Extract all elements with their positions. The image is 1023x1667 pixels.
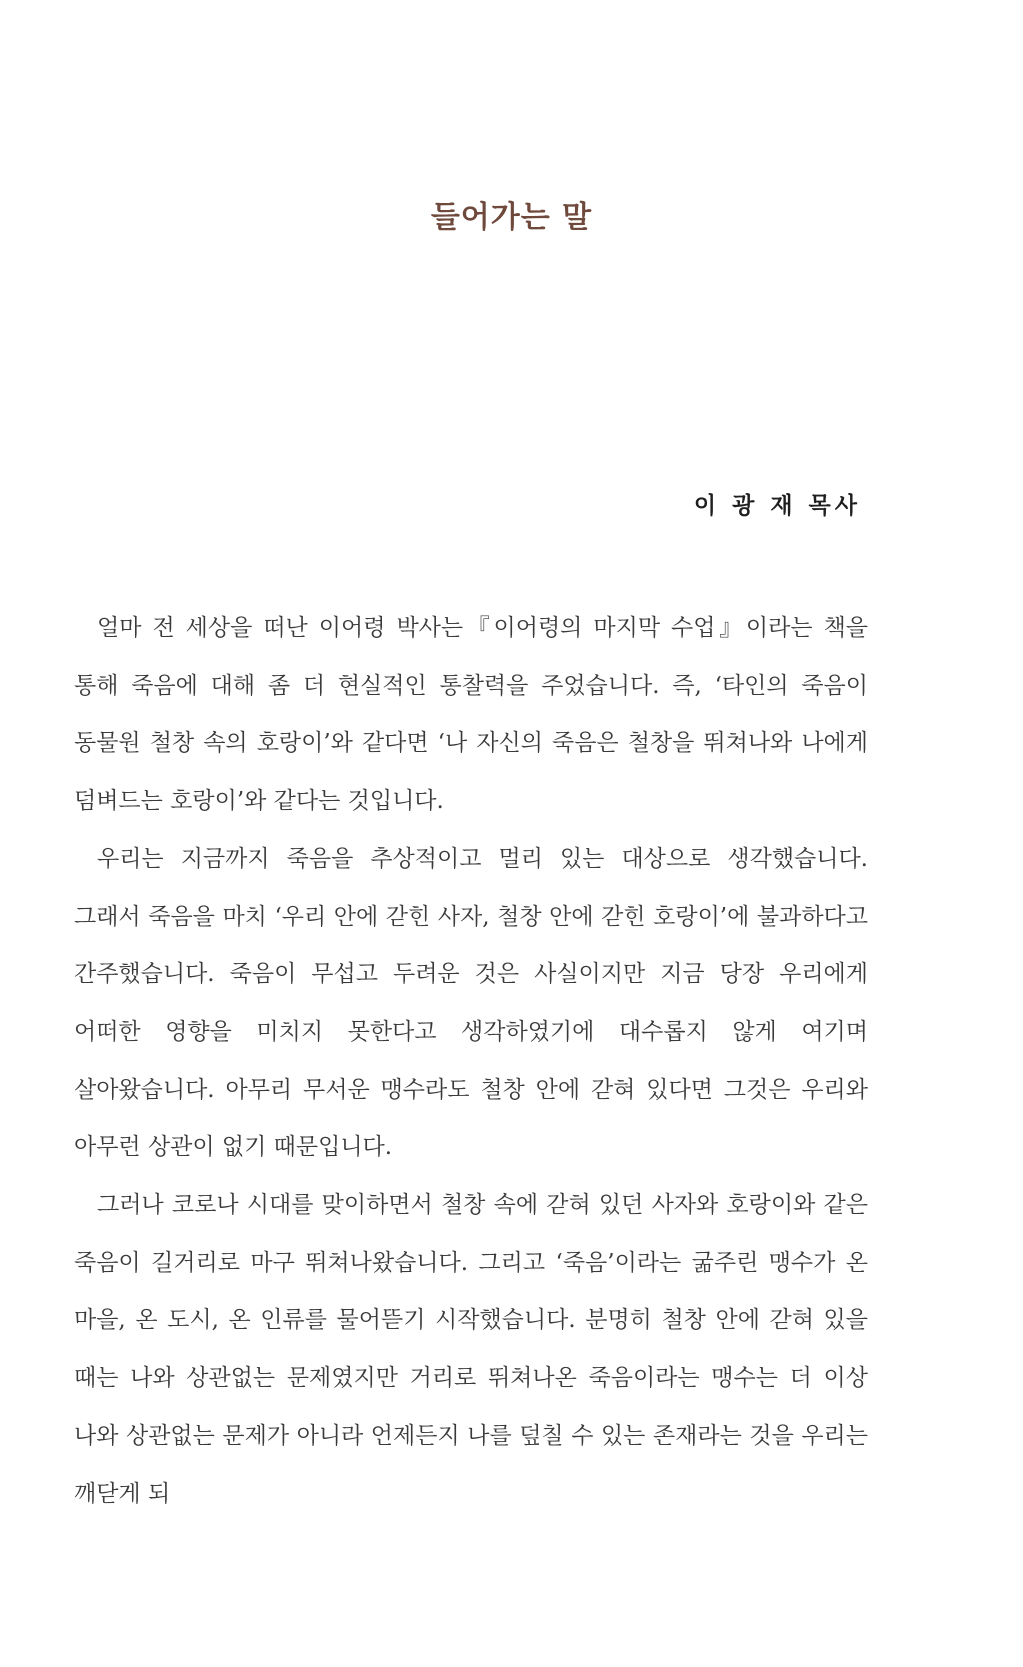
paragraph: 그러나 코로나 시대를 맞이하면서 철창 속에 갇혀 있던 사자와 호랑이와 같은 죽음이 길거리로 마구 뛰쳐나왔습니다. 그리고 ‘죽음’이라는 굶주린 맹수가 온 마을, 온 도시, 온 인류를 물어뜯기 시작했습니다. 분명히 철창 안에 갇혀 있을 때는 나와 상관없는 문제였지만 거리로 뛰쳐나온 죽음이라는 맹수는 더 이상 나와 상관없는 문제가 아니라 언제든지 나를 덮칠 수 있는 존재라는 것을 우리는 깨닫게 되: [74, 1192, 868, 1507]
chapter-title: 들어가는 말: [430, 200, 593, 235]
body-text: [74, 600, 868, 1523]
author-byline: 이 광 재 목사: [693, 493, 861, 519]
paragraph: 우리는 지금까지 죽음을 추상적이고 멀리 있는 대상으로 생각했습니다. 그래서 죽음을 마치 ‘우리 안에 갇힌 사자, 철창 안에 갇힌 호랑이’에 불과하다고 간주했습니다. 죽음이 무섭고 두려운 것은 사실이지만 지금 당장 우리에게 어떠한 영향을 미치지 못한다고 생각하였기에 대수롭지 않게 여기며 살아왔습니다. 아무리 무서운 맹수라도 철창 안에 갇혀 있다면 그것은 우리와 아무런 상관이 없기 때문입니다.: [74, 845, 868, 1161]
paragraph: 얼마 전 세상을 떠난 이어령 박사는『이어령의 마지막 수업』이라는 책을 통해 죽음에 대해 좀 더 현실적인 통찰력을 주었습니다. 즉, ‘타인의 죽음이 동물원 철창 속의 호랑이’와 같다면 ‘나 자신의 죽음은 철창을 뛰쳐나와 나에게 덤벼드는 호랑이’와 같다는 것입니다.: [74, 615, 868, 815]
